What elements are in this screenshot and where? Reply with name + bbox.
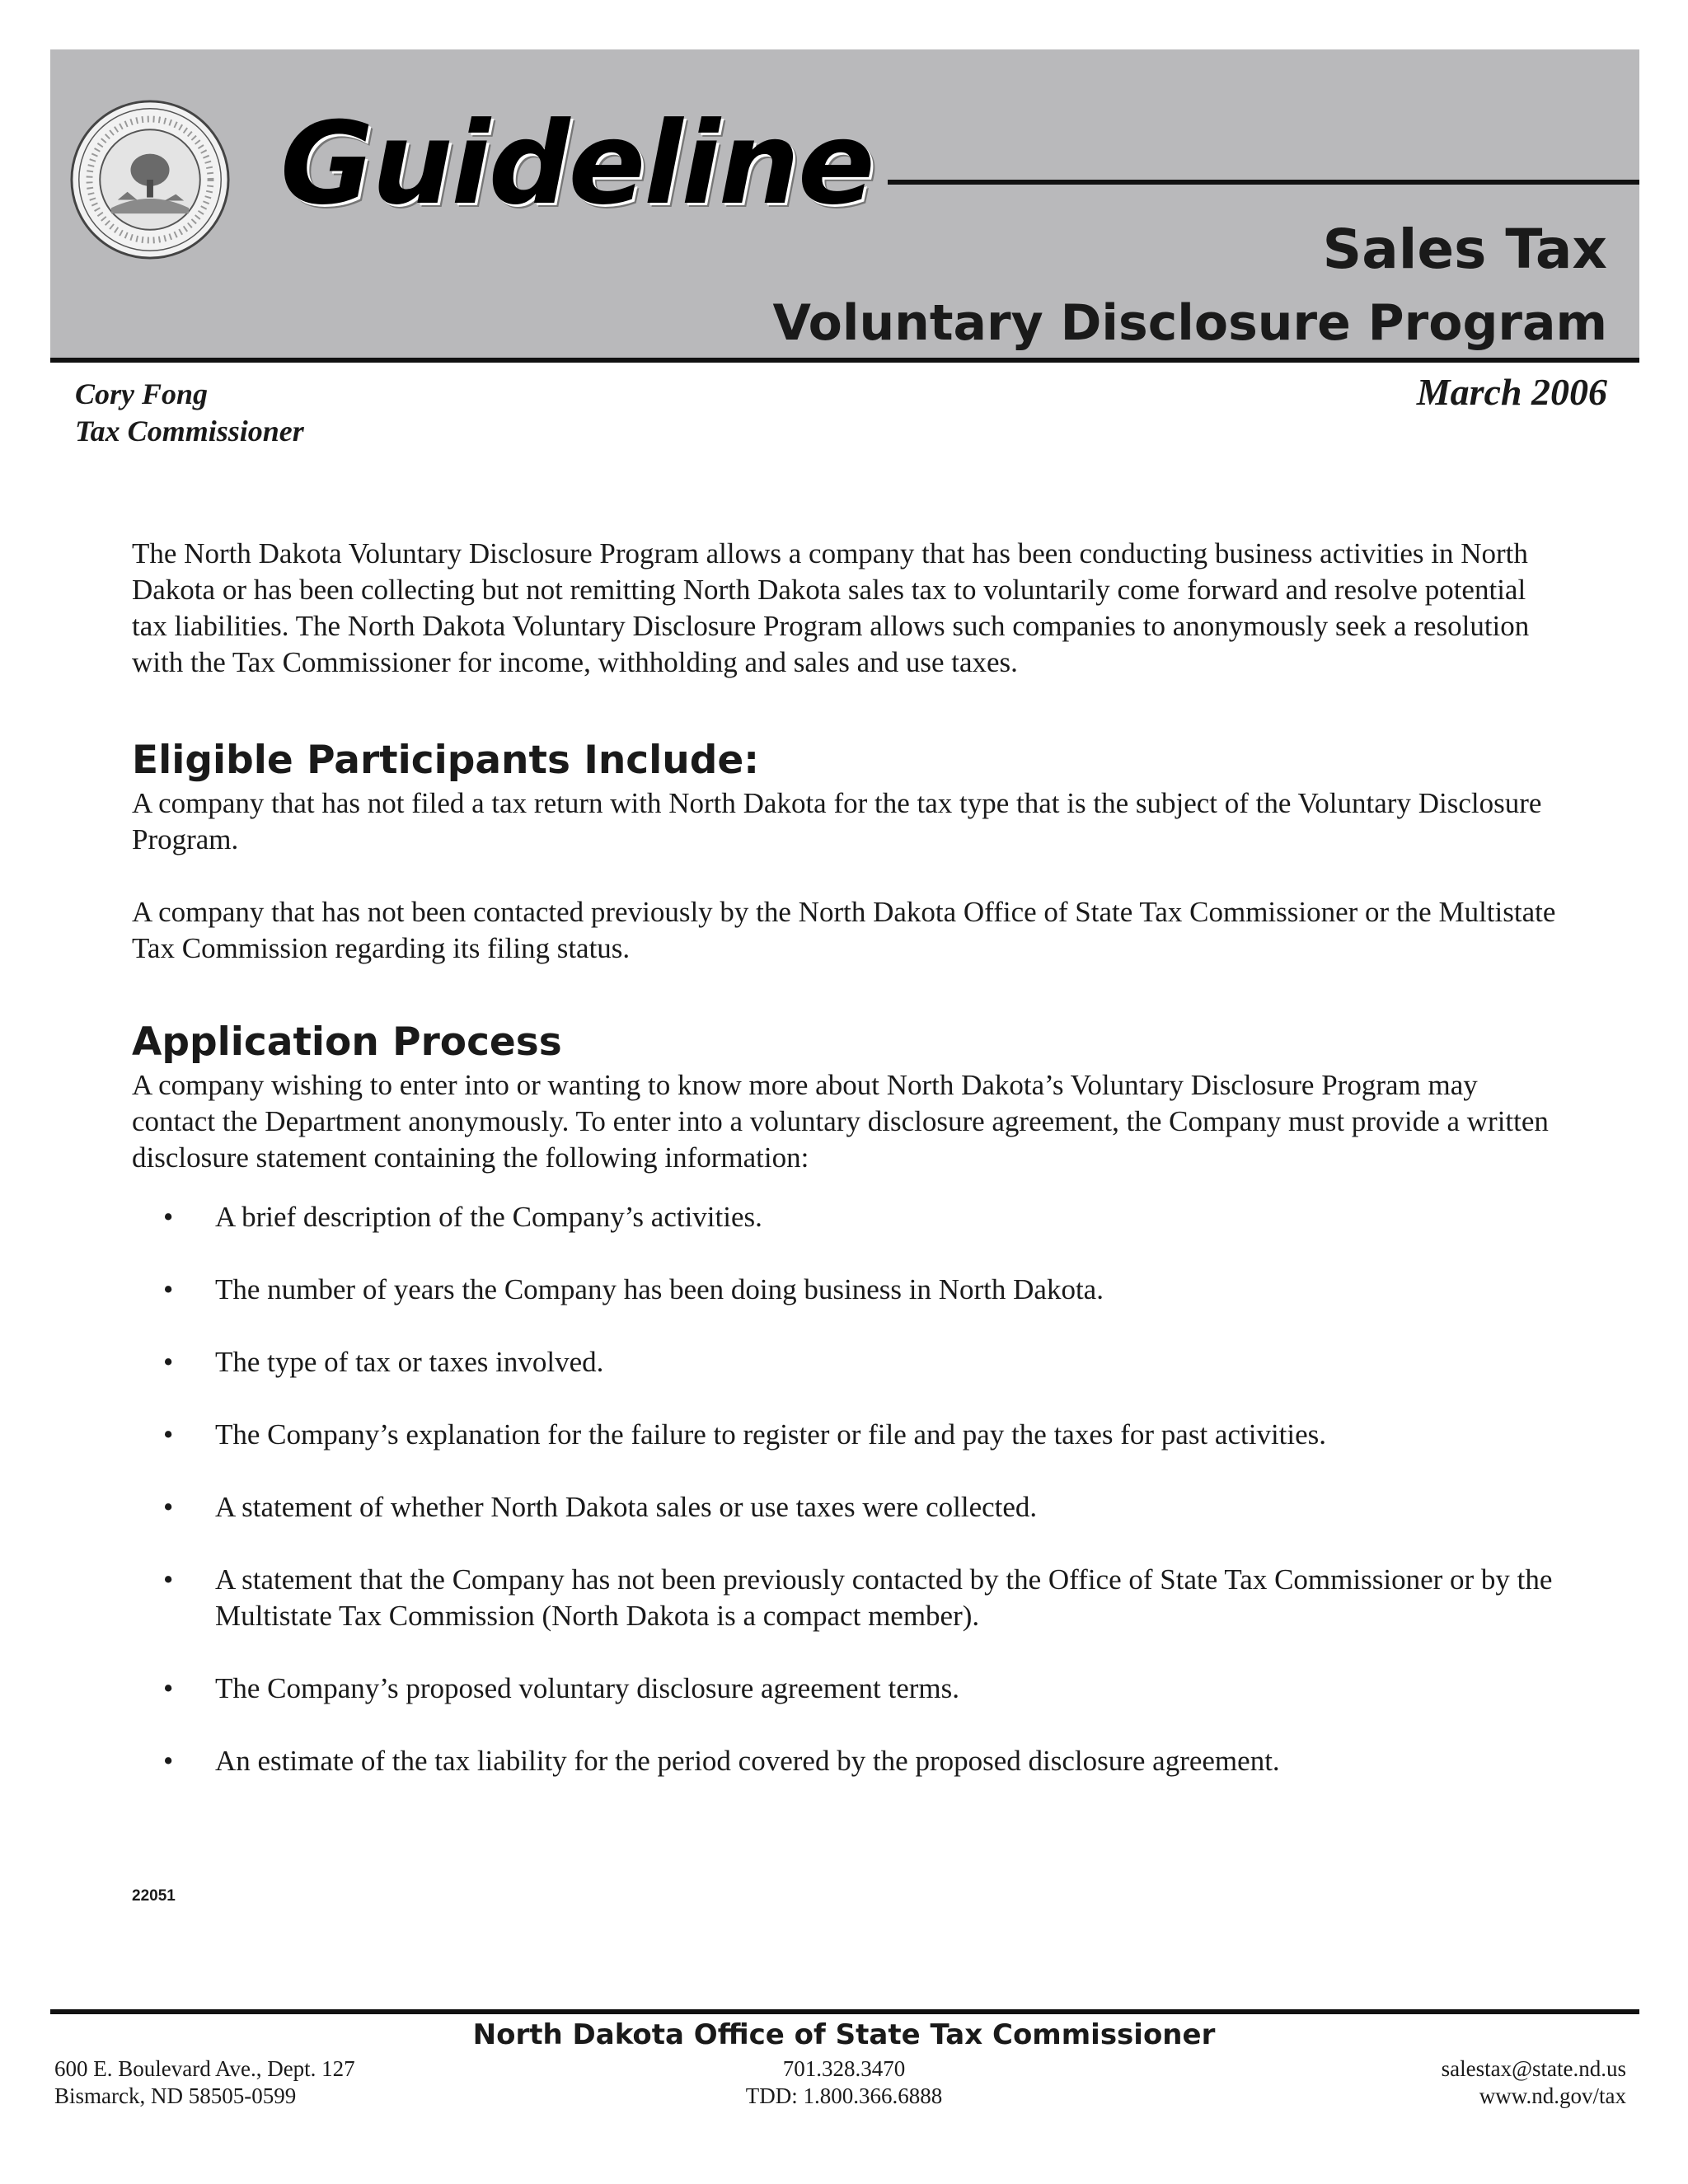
program-heading: Voluntary Disclosure Program bbox=[772, 294, 1607, 352]
commissioner-title: Tax Commissioner bbox=[75, 415, 304, 448]
list-item bbox=[132, 1344, 1566, 1380]
footer-office-name: North Dakota Office of State Tax Commissioner bbox=[472, 2018, 1216, 2051]
title-rule bbox=[888, 180, 1639, 185]
header-divider bbox=[50, 358, 1639, 363]
email-link[interactable]: salestax@state.nd.us bbox=[1441, 2056, 1626, 2081]
list-item-text: The Company’s proposed voluntary disclosure agreement terms. bbox=[215, 1672, 959, 1704]
paragraph-spacer bbox=[132, 858, 1566, 894]
list-item bbox=[132, 1489, 1566, 1526]
bullet-icon: • bbox=[163, 1563, 174, 1596]
footer-contact bbox=[1442, 2055, 1626, 2110]
bullet-icon: • bbox=[163, 1672, 174, 1704]
list-item-text: The number of years the Company has been doing business in North Dakota. bbox=[215, 1273, 1104, 1305]
list-item-text: An estimate of the tax liability for the period covered by the proposed disclosure agreement. bbox=[215, 1745, 1280, 1777]
subject-heading: Sales Tax bbox=[1322, 218, 1607, 281]
list-item bbox=[132, 1272, 1566, 1308]
bullet-icon: • bbox=[163, 1745, 174, 1777]
issue-date: March 2006 bbox=[1416, 371, 1607, 413]
tdd-number: TDD: 1.800.366.6888 bbox=[745, 2083, 943, 2108]
footer-divider bbox=[50, 2009, 1639, 2014]
list-item-text: A brief description of the Company’s activities. bbox=[215, 1201, 762, 1233]
bullet-icon: • bbox=[163, 1201, 174, 1233]
bullet-icon: • bbox=[163, 1491, 174, 1523]
website-link[interactable]: www.nd.gov/tax bbox=[1479, 2083, 1626, 2108]
form-number: 22051 bbox=[132, 1887, 176, 1905]
bullet-icon: • bbox=[163, 1346, 174, 1378]
state-seal-icon bbox=[69, 99, 231, 260]
phone-number: 701.328.3470 bbox=[782, 2056, 906, 2081]
list-item bbox=[132, 1743, 1566, 1779]
address-line: Bismarck, ND 58505-0599 bbox=[54, 2083, 297, 2108]
requirements-list bbox=[132, 1199, 1566, 1779]
list-item bbox=[132, 1671, 1566, 1707]
bullet-icon: • bbox=[163, 1273, 174, 1305]
address-line: 600 E. Boulevard Ave., Dept. 127 bbox=[54, 2056, 355, 2081]
footer-phones bbox=[0, 2055, 1688, 2110]
main-content bbox=[132, 536, 1566, 1816]
list-item-text: The Company’s explanation for the failure to register or file and pay the taxes for past activities. bbox=[215, 1418, 1327, 1451]
list-item bbox=[132, 1417, 1566, 1453]
eligible-heading: Eligible Participants Include: bbox=[132, 738, 760, 783]
commissioner-name: Cory Fong bbox=[75, 377, 209, 410]
list-item-text: A statement of whether North Dakota sales or use taxes were collected. bbox=[215, 1491, 1038, 1523]
eligible-paragraph: A company that has not been contacted previously by the North Dakota Office of State Tax Commissioner or the Multistate Tax Commission regarding its filing status. bbox=[132, 896, 1556, 964]
guideline-title: Guideline bbox=[280, 97, 874, 230]
intro-paragraph: The North Dakota Voluntary Disclosure Program allows a company that has been conducting business activities in North Dakota or has been collecting but not remitting North Dakota sales tax to voluntarily come forward and resolve potential tax liabilities. The North Dakota Voluntary Disclosure Program allows such companies to anonymously seek a resolution with the Tax Commissioner for income, withholding and sales and use taxes. bbox=[132, 537, 1530, 678]
application-intro: A company wishing to enter into or wanting to know more about North Dakota’s Voluntary Disclosure Program may contact the Department anonymously. To enter into a voluntary disclosure agreement, the Company must provide a written disclosure statement containing the following information: bbox=[132, 1069, 1549, 1174]
bullet-icon: • bbox=[163, 1418, 174, 1451]
eligible-paragraph: A company that has not filed a tax return with North Dakota for the tax type that is the subject of the Voluntary Disclosure Program. bbox=[132, 787, 1542, 855]
list-item-text: A statement that the Company has not been previously contacted by the Office of State Tax Commissioner or by the Multistate Tax Commission (North Dakota is a compact member). bbox=[215, 1563, 1553, 1632]
list-item bbox=[132, 1562, 1566, 1634]
list-item-text: The type of tax or taxes involved. bbox=[215, 1346, 604, 1378]
application-heading: Application Process bbox=[132, 1019, 562, 1065]
list-item bbox=[132, 1199, 1566, 1235]
